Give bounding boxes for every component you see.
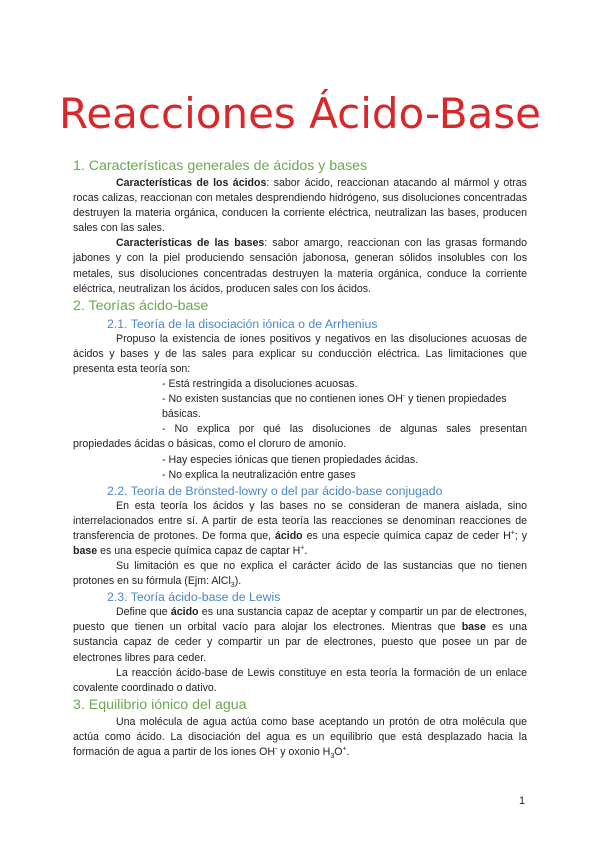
bronsted-paragraph: En esta teoría los ácidos y las bases no se consideran de manera aislada, sino interrelacionados entre sí. A partir de esta teoría las reacciones se denominan reacciones de transferencia de protones. De forma que, ácido es una especie química capaz de ceder H+; y base es una especie química capaz de captar H+. <box>73 499 527 557</box>
page-number: 1 <box>519 795 526 807</box>
bronsted-limitation-paragraph: Su limitación es que no explica el carácter ácido de las sustancias que no tienen protones en su fórmula (Ejm: AlCl$_3$). <box>73 560 527 590</box>
lewis-bond-paragraph: La reacción ácido-base de Lewis constituye en esta teoría la formación de un enlace covalente coordinado o dativo. <box>73 666 527 694</box>
limitation-item: - No explica por qué las disoluciones de algunas sales presentan propiedades ácidas o básicas, como el cloruro de amonio. <box>73 423 527 451</box>
section-3-heading: 3. Equilibrio iónico del agua <box>73 696 247 713</box>
section-2-3-heading: 2.3. Teoría ácido-base de Lewis <box>107 590 281 605</box>
section-2-heading: 2. Teorías ácido-base <box>73 297 209 314</box>
section-2-2-heading: 2.2. Teoría de Brönsted-lowry o del par ácido-base conjugado <box>107 483 443 498</box>
base-characteristics-paragraph: Características de las bases: sabor amargo, reaccionan con las grasas formando jabones y con la piel produciendo sensación jabonosa, generan sólidos insolubles con los metales, sus disoluciones concentradas destruyen la materia orgánica, conduce la corriente eléctrica, neutralizan los ácidos, producen sales con los ácidos. <box>73 237 527 295</box>
lewis-paragraph: Define que ácido es una sustancia capaz de aceptar y compartir un par de electrones, puesto que tienen un orbital vacío para alojar los electrones. Mientras que base es una sustancia capaz de ceder y compartir un par de electrones, puesto que posee un par de electrones libres para ceder. <box>73 606 527 664</box>
section-2-1-heading: 2.1. Teoría de la disociación iónica o de Arrhenius <box>107 316 378 331</box>
limitation-item: - Está restringida a disoluciones acuosas. <box>162 378 358 391</box>
acid-characteristics-paragraph: Características de los ácidos: sabor ácido, reaccionan atacando al mármol y otras rocas calizas, reaccionan con metales desprendiendo hidrógeno, sus disoluciones concentradas destruyen la materia orgánica, conducen la corriente eléctrica, neutralizan las bases, producen sales con las sales. <box>73 177 527 235</box>
document-body <box>73 157 527 760</box>
section-1-heading: 1. Características generales de ácidos y bases <box>73 158 368 174</box>
water-equilibrium-paragraph: Una molécula de agua actúa como base aceptando un protón de otra molécula que actúa como ácido. La disociación del agua es un equilibrio que está desplazado hacia la formación de agua a partir de los iones OH- y oxonio $H_3O^+$. <box>73 715 527 761</box>
arrhenius-intro-paragraph: Propuso la existencia de iones positivos y negativos en las disoluciones acuosas de ácidos y bases y de las sales para explicar su conducción eléctrica. Las limitaciones que presenta esta teoría son: <box>73 332 527 375</box>
limitation-item: - No existen sustancias que no contienen iones OH- y tienen propiedades básicas. <box>162 392 507 421</box>
limitation-item: - No explica la neutralización entre gases <box>162 468 356 481</box>
limitation-item: - Hay especies iónicas que tienen propiedades ácidas. <box>162 453 419 466</box>
document-title: Reacciones Ácido-Base <box>59 89 541 138</box>
